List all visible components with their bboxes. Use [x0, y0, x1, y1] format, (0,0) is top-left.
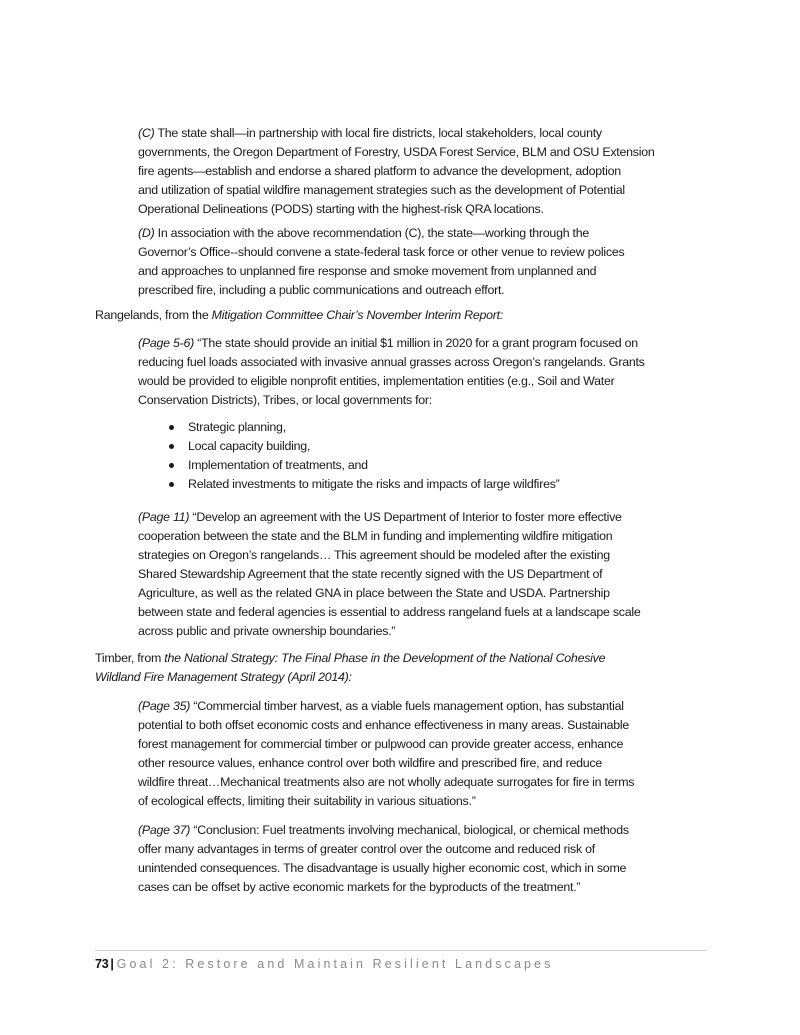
text-line — [138, 773, 800, 792]
text-line — [95, 668, 800, 687]
text-run: Governor’s Office--should convene a state-federal task force or other venue to review polices — [138, 245, 625, 259]
bullet-icon — [169, 425, 174, 430]
footer-separator: | — [110, 957, 114, 971]
text-run: reducing fuel loads associated with invasive annual grasses across Oregon’s rangelands. Grants — [138, 355, 645, 369]
text-line — [138, 697, 800, 716]
quoted-paragraph — [0, 334, 800, 410]
text-line — [138, 603, 800, 622]
list-item-text: Local capacity building, — [188, 439, 311, 453]
text-run: Operational Delineations (PODS) starting with the highest-risk QRA locations. — [138, 202, 544, 216]
text-run: governments, the Oregon Department of Forestry, USDA Forest Service, BLM and OSU Extension — [138, 145, 655, 159]
text-line — [138, 754, 800, 773]
italic-text: the National Strategy: The Final Phase in the Development of the National Cohesive — [164, 651, 606, 665]
text-line — [138, 565, 800, 584]
text-run: and approaches to unplanned fire response and smoke movement from unplanned and — [138, 264, 597, 278]
list-item — [165, 475, 800, 494]
text-run: between state and federal agencies is essential to address rangeland fuels at a landscape scale — [138, 605, 641, 619]
list-item — [165, 418, 800, 437]
text-run: unintended consequences. The disadvantage is usually higher economic cost, which in some — [138, 861, 627, 875]
italic-text: (Page 5-6) — [138, 336, 195, 350]
text-run: In association with the above recommendation (C), the state—working through the — [154, 226, 590, 240]
text-line — [138, 224, 800, 243]
text-run: Conservation Districts), Tribes, or local governments for: — [138, 393, 432, 407]
text-run: Shared Stewardship Agreement that the state recently signed with the US Department of — [138, 567, 603, 581]
italic-text: (Page 11) — [138, 510, 190, 524]
text-line — [138, 584, 800, 603]
page-footer — [95, 957, 553, 971]
text-run: of ecological effects, limiting their suitability in various situations.” — [138, 794, 476, 808]
text-run: “Develop an agreement with the US Department of Interior to foster more effective — [189, 510, 622, 524]
bullet-icon — [169, 463, 174, 468]
text-run: Agriculture, as well as the related GNA in place between the State and USDA. Partnership — [138, 586, 610, 600]
text-line — [95, 306, 800, 325]
quoted-paragraph — [0, 224, 800, 300]
text-run: “The state should provide an initial $1 million in 2020 for a grant program focused on — [194, 336, 638, 350]
footer-section-title: Goal 2: Restore and Maintain Resilient Landscapes — [116, 957, 554, 971]
list-item-text: Implementation of treatments, and — [188, 458, 368, 472]
bullet-list — [0, 418, 800, 494]
text-line — [138, 162, 800, 181]
list-item-text: Related investments to mitigate the risks and impacts of large wildfires” — [188, 477, 560, 491]
list-item-text: Strategic planning, — [188, 420, 286, 434]
text-line — [138, 878, 800, 897]
bullet-icon — [169, 482, 174, 487]
quoted-paragraph — [0, 508, 800, 641]
list-item — [165, 437, 800, 456]
text-run: Timber, from — [95, 651, 165, 665]
text-run: “Conclusion: Fuel treatments involving mechanical, biological, or chemical methods — [190, 823, 629, 837]
text-run: wildfire threat…Mechanical treatments also are not wholly adequate surrogates for fire in terms — [138, 775, 635, 789]
text-line — [138, 124, 800, 143]
text-line — [138, 792, 800, 811]
text-run: “Commercial timber harvest, as a viable fuels management option, has substantial — [190, 699, 624, 713]
text-run: forest management for commercial timber or pulpwood can provide greater access, enhance — [138, 737, 624, 751]
source-heading — [0, 649, 800, 687]
text-line — [138, 143, 800, 162]
source-heading — [0, 306, 800, 325]
text-line — [138, 508, 800, 527]
text-line — [138, 334, 800, 353]
text-line — [138, 181, 800, 200]
text-run: would be provided to eligible nonprofit entities, implementation entities (e.g., Soil and Water — [138, 374, 615, 388]
text-run: The state shall—in partnership with local fire districts, local stakeholders, local county — [154, 126, 602, 140]
text-line — [138, 859, 800, 878]
text-line — [138, 200, 800, 219]
text-line — [95, 649, 800, 668]
italic-text: (C) — [138, 126, 155, 140]
text-line — [138, 716, 800, 735]
text-line — [138, 821, 800, 840]
quoted-paragraph — [0, 124, 800, 219]
text-run: fire agents—establish and endorse a shared platform to advance the development, adoption — [138, 164, 621, 178]
quoted-paragraph — [0, 821, 800, 897]
text-line — [138, 353, 800, 372]
text-run: potential to both offset economic costs and enhance effectiveness in many areas. Sustainable — [138, 718, 630, 732]
text-line — [138, 622, 800, 641]
italic-text: (Page 37) — [138, 823, 191, 837]
text-run: prescribed fire, including a public communications and outreach effort. — [138, 283, 505, 297]
footer-divider — [95, 950, 707, 951]
quoted-paragraph — [0, 697, 800, 811]
list-item — [165, 456, 800, 475]
text-line — [138, 840, 800, 859]
text-run: cases can be offset by active economic markets for the byproducts of the treatment.” — [138, 880, 581, 894]
text-run: cooperation between the state and the BLM in funding and implementing wildfire mitigation — [138, 529, 613, 543]
italic-text: Wildland Fire Management Strategy (April 2014): — [95, 670, 352, 684]
text-line — [138, 735, 800, 754]
page-number: 73 — [95, 957, 109, 971]
text-run: and utilization of spatial wildfire management strategies such as the development of Potential — [138, 183, 625, 197]
text-line — [138, 546, 800, 565]
text-line — [138, 372, 800, 391]
text-line — [138, 391, 800, 410]
text-run: strategies on Oregon’s rangelands… This agreement should be modeled after the existing — [138, 548, 610, 562]
text-line — [138, 527, 800, 546]
italic-text: Mitigation Committee Chair’s November Interim Report: — [211, 308, 504, 322]
bullet-icon — [169, 444, 174, 449]
text-run: Rangelands, from the — [95, 308, 212, 322]
text-run: across public and private ownership boundaries.” — [138, 624, 396, 638]
text-line — [138, 243, 800, 262]
document-body — [0, 124, 800, 897]
text-run: offer many advantages in terms of greater control over the outcome and reduced risk of — [138, 842, 595, 856]
italic-text: (Page 35) — [138, 699, 191, 713]
text-line — [138, 281, 800, 300]
text-line — [138, 262, 800, 281]
italic-text: (D) — [138, 226, 155, 240]
text-run: other resource values, enhance control over both wildfire and prescribed fire, and reduce — [138, 756, 603, 770]
